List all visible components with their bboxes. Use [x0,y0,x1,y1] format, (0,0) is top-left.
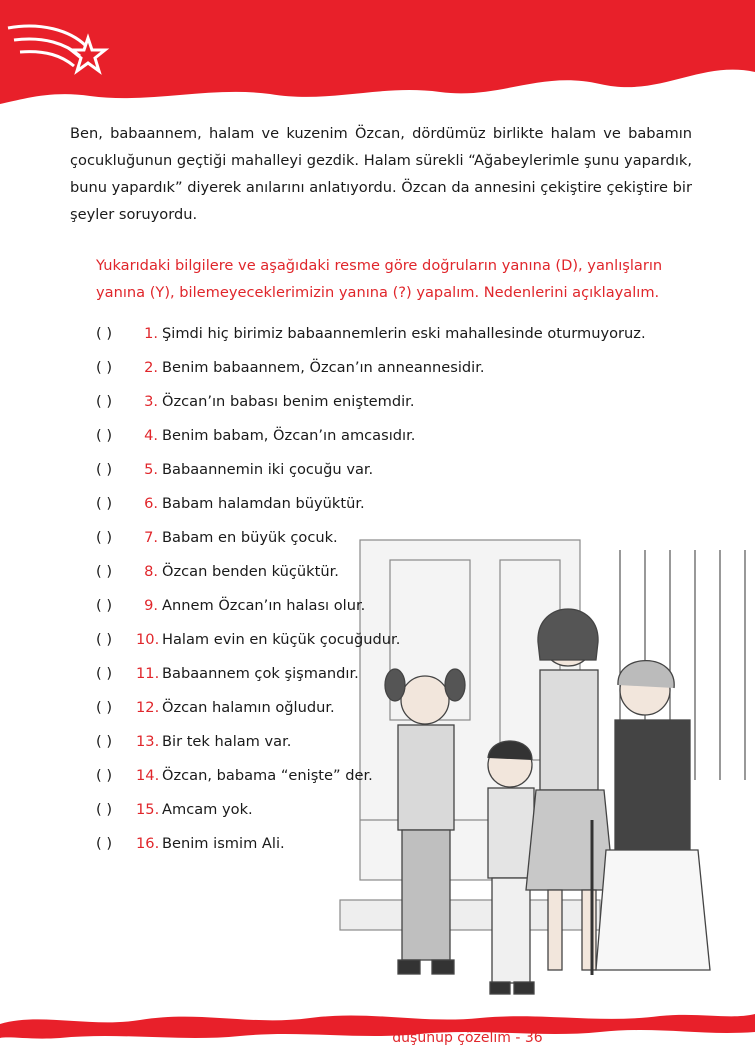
grandmother-figure [592,661,710,975]
header-band [0,0,755,110]
question-text: Halam evin en küçük çocuğudur. [162,631,401,648]
question-number: 7. [144,529,158,546]
answer-blank[interactable]: ( ) [96,563,113,580]
question-text: Özcan’ın babası benim eniştemdir. [162,393,415,410]
question-number: 6. [144,495,158,512]
question-text: Babaannemin iki çocuğu var. [162,461,374,478]
answer-blank[interactable]: ( ) [96,631,113,648]
question-number: 15. [136,801,160,818]
question-number: 10. [136,631,160,648]
answer-blank[interactable]: ( ) [96,495,113,512]
answer-blank[interactable]: ( ) [96,325,113,342]
question-text: Annem Özcan’ın halası olur. [162,597,366,614]
question-text: Babam halamdan büyüktür. [162,495,365,512]
answer-blank[interactable]: ( ) [96,767,113,784]
answer-blank[interactable]: ( ) [96,733,113,750]
question-number: 8. [144,563,158,580]
question-number: 4. [144,427,158,444]
question-text: Özcan, babama “enişte” der. [162,767,373,784]
answer-blank[interactable]: ( ) [96,597,113,614]
answer-blank[interactable]: ( ) [96,461,113,478]
question-number: 16. [136,835,160,852]
answer-blank[interactable]: ( ) [96,393,113,410]
question-text: Özcan benden küçüktür. [162,563,339,580]
question-number: 11. [136,665,160,682]
question-text: Şimdi hiç birimiz babaannemlerin eski mahallesinde oturmuyoruz. [162,325,646,342]
question-number: 12. [136,699,160,716]
question-number: 9. [144,597,158,614]
question-text: Babaannem çok şişmandır. [162,665,359,682]
question-number: 1. [144,325,158,342]
question-text: Babam en büyük çocuk. [162,529,338,546]
intro-paragraph: Ben, babaannem, halam ve kuzenim Özcan, dördümüz birlikte halam ve babamın çocukluğunun geçtiği mahalleyi gezdik. Halam sürekli “Ağabeylerimle şunu yapardık, bunu yapardık” diyerek anılarını anlatıyordu. Özcan da annesini çekiştire çekiştire bir şeyler soruyordu. [70,125,692,223]
question-text: Amcam yok. [162,801,253,818]
boy-figure [488,741,534,994]
instruction-text: Yukarıdaki bilgilere ve aşağıdaki resme göre doğruların yanına (D), yanlışların yanına (Y), bilemeyeceklerimizin yanına (?) yapalım. Nedenlerini açıklayalım. [96,257,663,301]
answer-blank[interactable]: ( ) [96,835,113,852]
question-number: 2. [144,359,158,376]
answer-blank[interactable]: ( ) [96,359,113,376]
answer-blank[interactable]: ( ) [96,427,113,444]
question-text: Bir tek halam var. [162,733,292,750]
question-text: Özcan halamın oğludur. [162,699,335,716]
answer-blank[interactable]: ( ) [96,801,113,818]
question-number: 5. [144,461,158,478]
question-text: Benim babam, Özcan’ın amcasıdır. [162,427,416,444]
question-number: 3. [144,393,158,410]
answer-blank[interactable]: ( ) [96,529,113,546]
page-number-label: düşünüp çözelim - 36 [392,1030,543,1046]
answer-blank[interactable]: ( ) [96,665,113,682]
page-footer [0,1030,755,1046]
question-text: Benim babaannem, Özcan’ın anneannesidir. [162,359,485,376]
question-text: Benim ismim Ali. [162,835,285,852]
answer-blank[interactable]: ( ) [96,699,113,716]
question-number: 13. [136,733,160,750]
question-number: 14. [136,767,160,784]
